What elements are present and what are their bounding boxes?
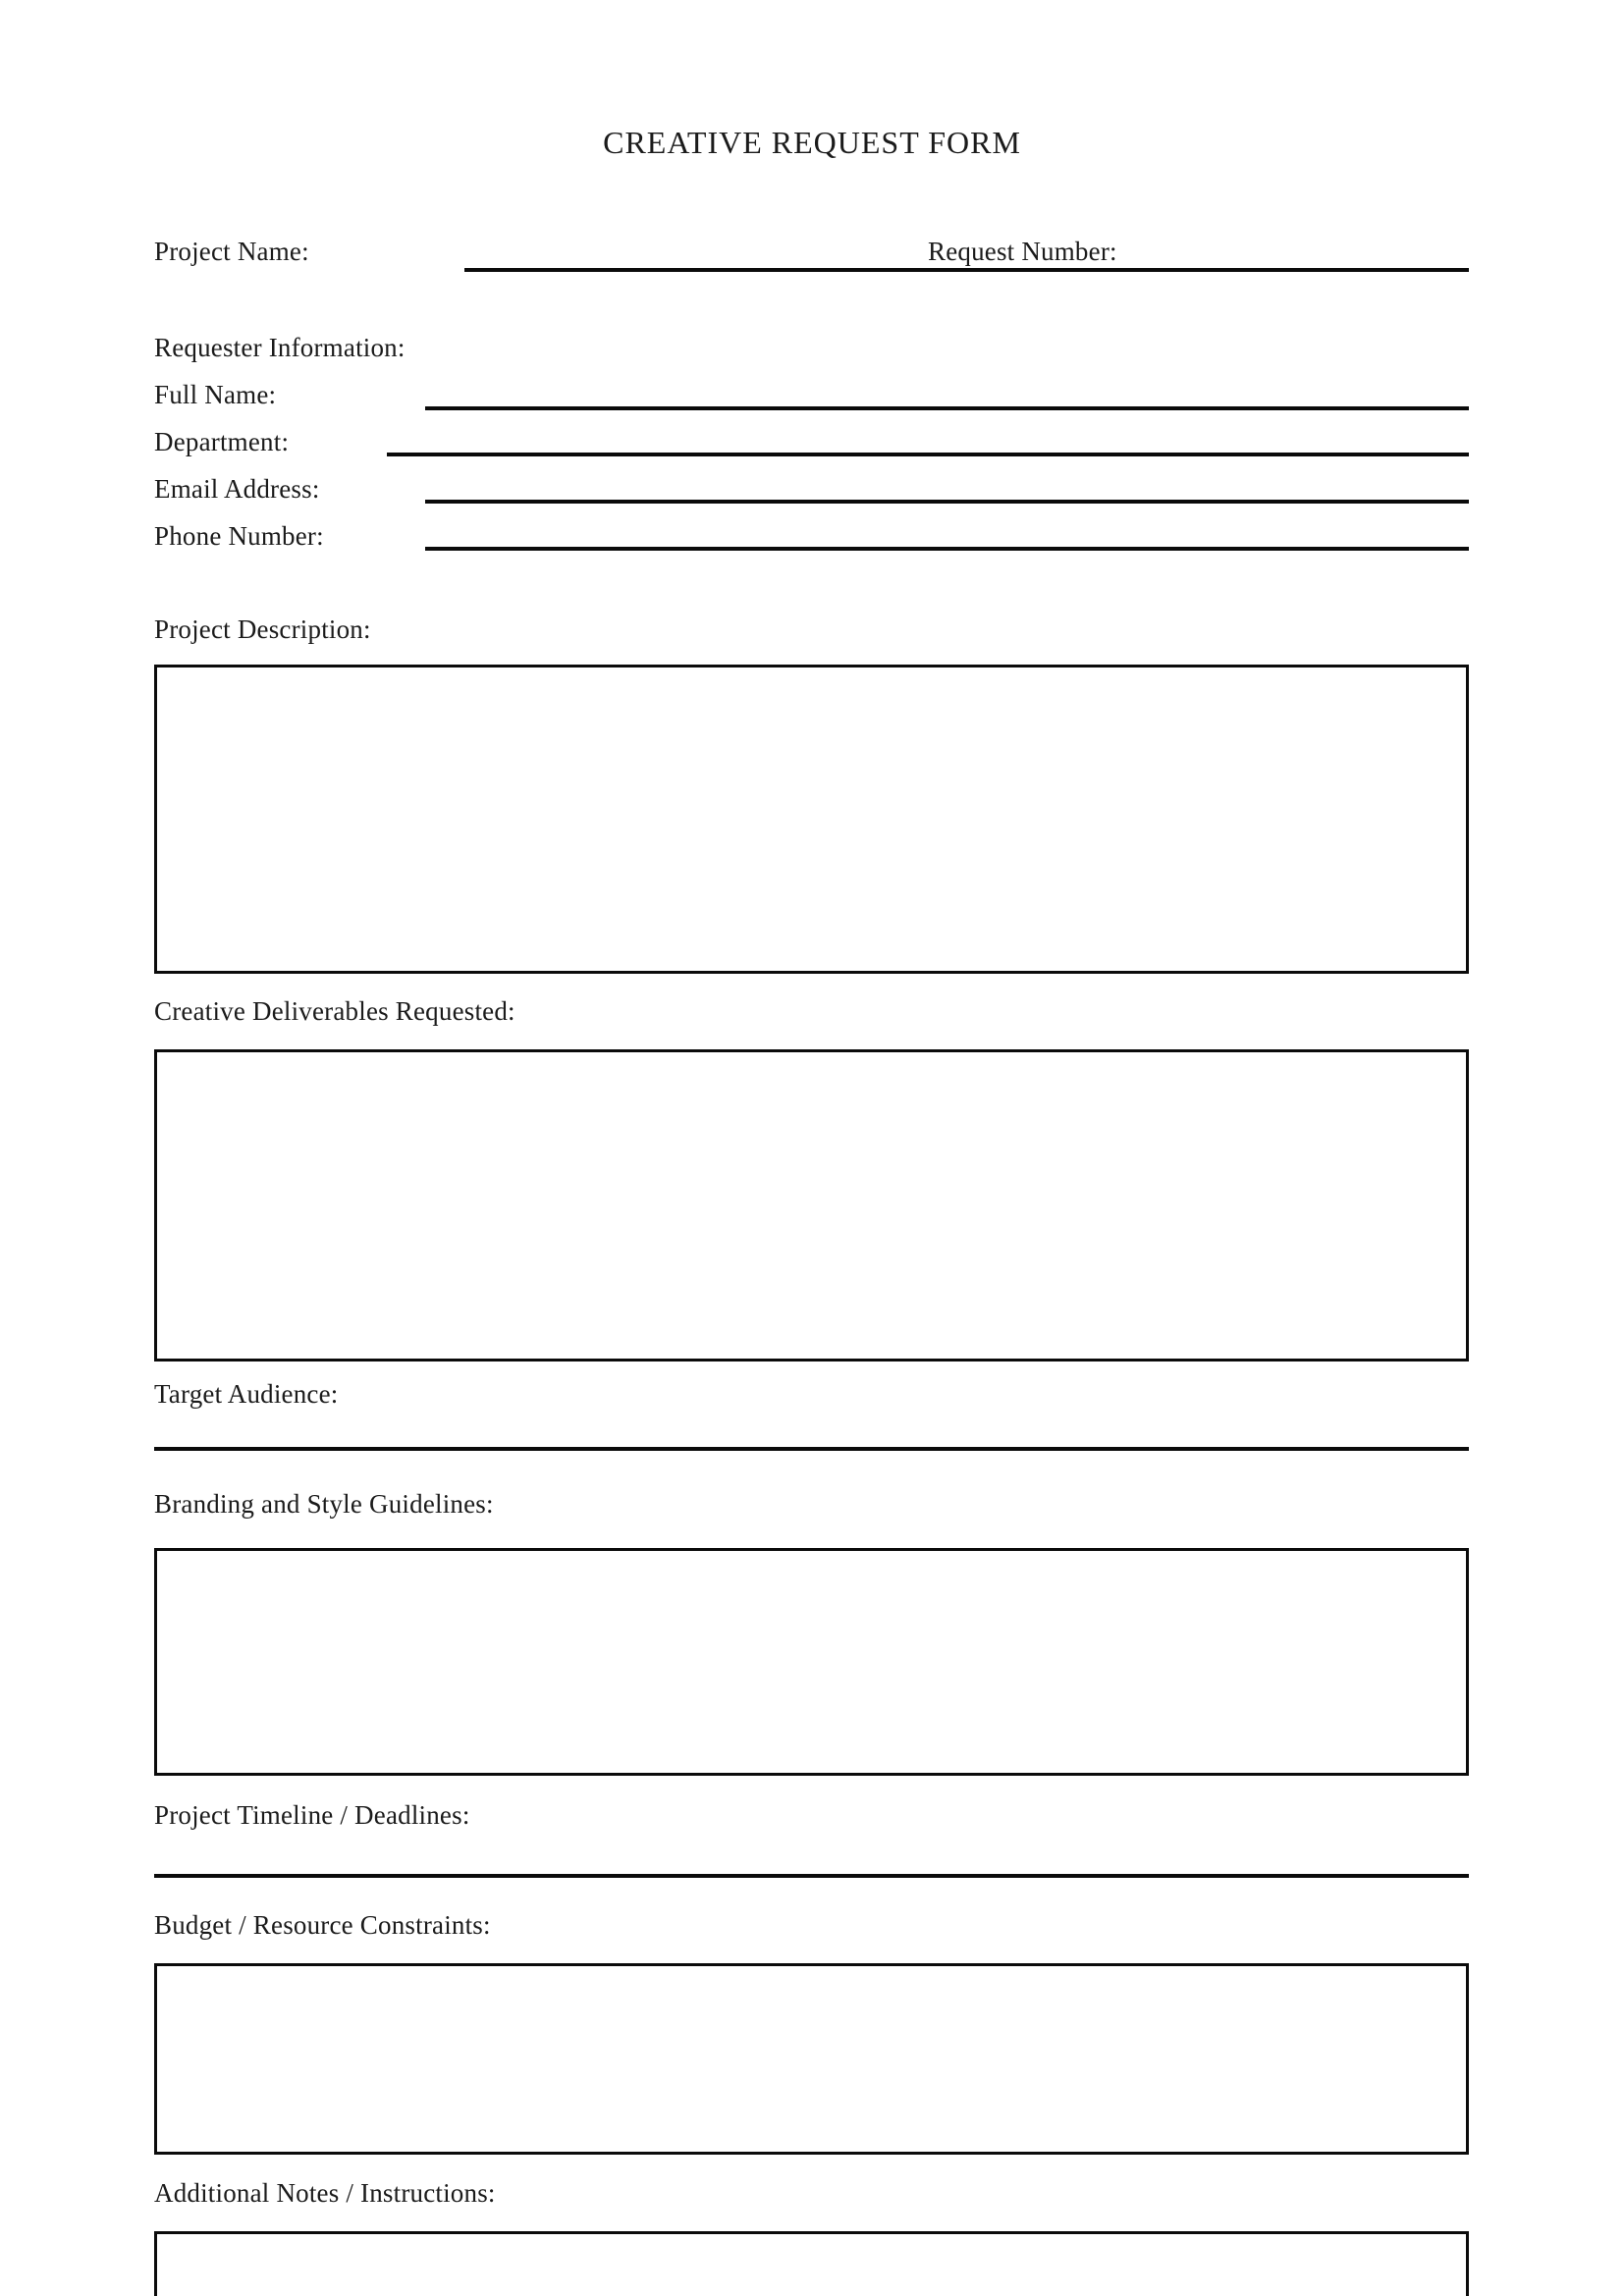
department-label: Department: bbox=[154, 427, 290, 456]
project-description-label: Project Description: bbox=[154, 614, 371, 644]
full-name-field-line[interactable] bbox=[425, 406, 1469, 410]
form-title: CREATIVE REQUEST FORM bbox=[603, 125, 1021, 160]
creative-deliverables-field-box[interactable] bbox=[154, 1049, 1469, 1362]
additional-notes-label: Additional Notes / Instructions: bbox=[154, 2178, 496, 2208]
target-audience-label: Target Audience: bbox=[154, 1379, 339, 1409]
budget-resource-constraints-label: Budget / Resource Constraints: bbox=[154, 1910, 491, 1940]
phone-number-label: Phone Number: bbox=[154, 521, 324, 551]
project-name-label: Project Name: bbox=[154, 237, 309, 266]
request-number-field-line[interactable] bbox=[926, 268, 1469, 272]
request-number-label: Request Number: bbox=[928, 237, 1117, 266]
branding-style-guidelines-field-box[interactable] bbox=[154, 1548, 1469, 1776]
requester-information-heading: Requester Information: bbox=[154, 333, 406, 362]
target-audience-field-line[interactable] bbox=[154, 1447, 1469, 1451]
email-address-field-line[interactable] bbox=[425, 500, 1469, 504]
department-field-line[interactable] bbox=[387, 453, 1469, 456]
full-name-label: Full Name: bbox=[154, 380, 277, 409]
budget-resource-constraints-field-box[interactable] bbox=[154, 1963, 1469, 2155]
project-description-field-box[interactable] bbox=[154, 665, 1469, 974]
creative-deliverables-label: Creative Deliverables Requested: bbox=[154, 996, 515, 1026]
project-timeline-field-line[interactable] bbox=[154, 1874, 1469, 1878]
email-address-label: Email Address: bbox=[154, 474, 320, 504]
additional-notes-field-box[interactable] bbox=[154, 2231, 1469, 2296]
phone-number-field-line[interactable] bbox=[425, 547, 1469, 551]
project-name-field-line[interactable] bbox=[464, 268, 926, 272]
branding-style-guidelines-label: Branding and Style Guidelines: bbox=[154, 1489, 494, 1519]
project-timeline-label: Project Timeline / Deadlines: bbox=[154, 1800, 470, 1830]
